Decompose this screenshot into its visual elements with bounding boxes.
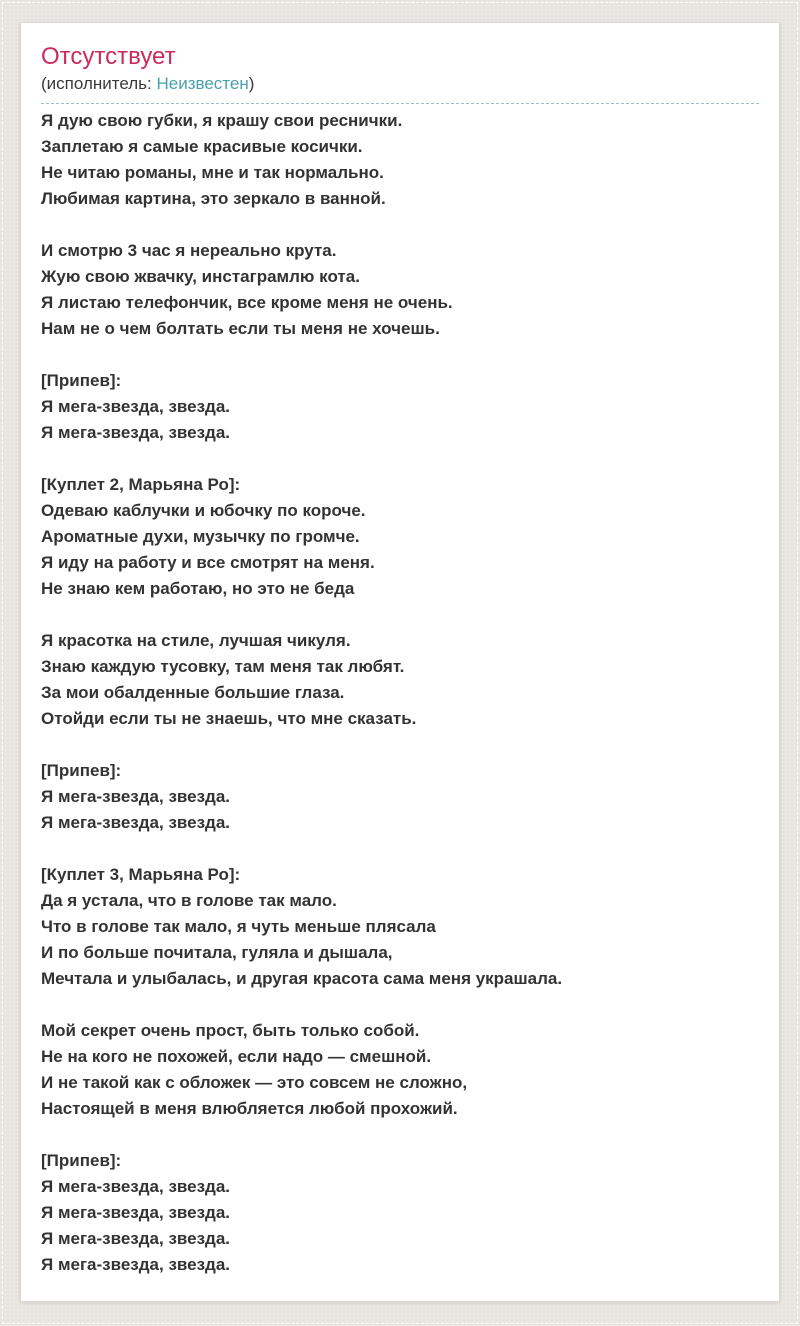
lyric-line: Мечтала и улыбалась, и другая красота сама меня украшала. — [41, 969, 563, 988]
lyric-line: Я мега-звезда, звезда. — [41, 397, 230, 416]
artist-line — [41, 73, 759, 95]
stanza — [41, 238, 759, 342]
lyric-line: [Припев]: — [41, 1151, 122, 1170]
lyric-line: Не на кого не похожей, если надо — смешной. — [41, 1047, 432, 1066]
lyric-line: Я мега-звезда, звезда. — [41, 1255, 230, 1274]
artist-link[interactable]: Неизвестен — [156, 74, 249, 93]
lyric-line: За мои обалденные большие глаза. — [41, 683, 345, 702]
stanza — [41, 472, 759, 602]
page-title: Отсутствует — [41, 43, 176, 70]
lyric-line: Настоящей в меня влюбляется любой прохожий. — [41, 1099, 458, 1118]
lyric-line: Ароматные духи, музычку по громче. — [41, 527, 360, 546]
lyric-line: Я красотка на стиле, лучшая чикуля. — [41, 631, 351, 650]
stanza — [41, 758, 759, 836]
lyrics — [41, 108, 759, 1278]
song-header — [41, 43, 759, 104]
stanza — [41, 862, 759, 992]
lyric-line: Мой секрет очень прост, быть только собой. — [41, 1021, 420, 1040]
lyric-line: [Припев]: — [41, 761, 122, 780]
lyric-line: Я мега-звезда, звезда. — [41, 1229, 230, 1248]
lyric-line: Я мега-звезда, звезда. — [41, 813, 230, 832]
lyric-line: Я мега-звезда, звезда. — [41, 423, 230, 442]
lyric-line: Я мега-звезда, звезда. — [41, 1203, 230, 1222]
lyric-line: Любимая картина, это зеркало в ванной. — [41, 189, 386, 208]
lyric-line: Одеваю каблучки и юбочку по короче. — [41, 501, 366, 520]
lyric-line: Я мега-звезда, звезда. — [41, 787, 230, 806]
lyric-line: Не читаю романы, мне и так нормально. — [41, 163, 384, 182]
lyric-line: Знаю каждую тусовку, там меня так любят. — [41, 657, 405, 676]
stanza — [41, 1148, 759, 1278]
lyric-line: И по больше почитала, гуляла и дышала, — [41, 943, 393, 962]
lyric-line: Нам не о чем болтать если ты меня не хочешь. — [41, 319, 440, 338]
stanza — [41, 108, 759, 212]
lyric-line: Да я устала, что в голове так мало. — [41, 891, 337, 910]
lyric-line: Жую свою жвачку, инстаграмлю кота. — [41, 267, 360, 286]
stanza — [41, 1018, 759, 1122]
stanza — [41, 368, 759, 446]
stanza — [41, 628, 759, 732]
lyric-line: Я дую свою губки, я крашу свои реснички. — [41, 111, 403, 130]
lyric-line: Отойди если ты не знаешь, что мне сказать. — [41, 709, 417, 728]
lyric-line: [Куплет 2, Марьяна Ро]: — [41, 475, 241, 494]
lyric-line: Заплетаю я самые красивые косички. — [41, 137, 363, 156]
lyric-line: Я мега-звезда, звезда. — [41, 1177, 230, 1196]
artist-close-paren: ) — [248, 74, 255, 93]
lyric-line: [Припев]: — [41, 371, 122, 390]
artist-label: (исполнитель: — [41, 74, 157, 93]
lyric-line: Я иду на работу и все смотрят на меня. — [41, 553, 375, 572]
lyric-line: И смотрю 3 час я нереально крута. — [41, 241, 337, 260]
lyric-line: Что в голове так мало, я чуть меньше плясала — [41, 917, 436, 936]
lyric-line: Не знаю кем работаю, но это не беда — [41, 579, 355, 598]
lyric-line: [Куплет 3, Марьяна Ро]: — [41, 865, 241, 884]
lyrics-card — [20, 22, 780, 1302]
lyric-line: И не такой как с обложек — это совсем не сложно, — [41, 1073, 468, 1092]
lyric-line: Я листаю телефончик, все кроме меня не очень. — [41, 293, 453, 312]
